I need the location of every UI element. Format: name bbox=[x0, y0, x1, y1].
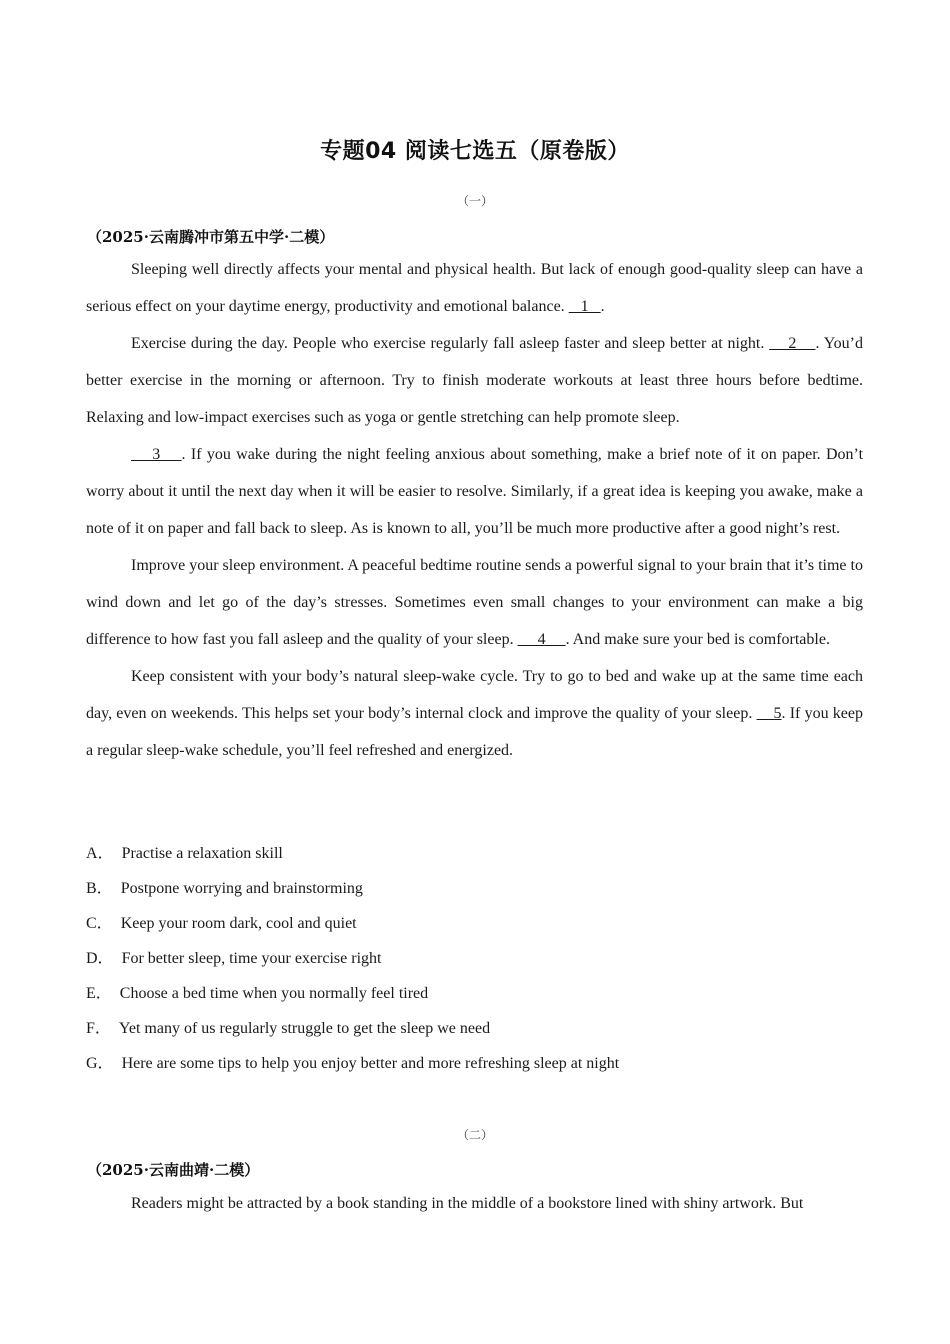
blank-5: 5 bbox=[756, 705, 782, 722]
option-a bbox=[86, 836, 619, 871]
paragraph-4 bbox=[86, 547, 863, 658]
option-f bbox=[86, 1011, 619, 1046]
option-e-letter: E． bbox=[86, 985, 112, 1002]
passage-1 bbox=[86, 251, 863, 769]
source-line-2: （2025·云南曲靖·二模） bbox=[87, 1161, 260, 1179]
paragraph-5-text-after: . If you keep a regular sleep-wake schedule, you’ll feel refreshed and energized. bbox=[86, 705, 864, 759]
option-d-text: For better sleep, time your exercise right bbox=[121, 950, 382, 967]
paragraph-1-text-before: Sleeping well directly affects your mental and physical health. But lack of enough good-quality sleep can have a serious effect on your daytime energy, productivity and emotional balance. bbox=[86, 261, 863, 315]
option-c-letter: C． bbox=[86, 915, 113, 932]
option-d-letter: D． bbox=[86, 950, 114, 967]
paragraph-3-text-after: . If you wake during the night feeling anxious about something, make a brief note of it on paper. Don’t worry about it until the next day when it will be easier to resolve. Similarly, if a great idea is keeping you awake, make a note of it on paper and fall back to sleep. As is known to all, you’ll be much more productive after a good night’s rest. bbox=[86, 446, 864, 537]
paragraph-2 bbox=[86, 325, 863, 436]
paragraph-4-text-before: Improve your sleep environment. A peaceful bedtime routine sends a powerful signal to your brain that it’s time to wind down and let go of the day’s stresses. Sometimes even small changes to your environment can make a big difference to how fast you fall asleep and the quality of your sleep. bbox=[86, 557, 863, 648]
option-c bbox=[86, 906, 619, 941]
option-b-text: Postpone worrying and brainstorming bbox=[120, 880, 363, 897]
options-list bbox=[86, 836, 619, 1081]
option-b bbox=[86, 871, 619, 906]
option-a-letter: A． bbox=[86, 845, 114, 862]
source-line-1: （2025·云南腾冲市第五中学·二模） bbox=[87, 228, 335, 246]
section-label-1: （一） bbox=[456, 194, 493, 208]
passage-2 bbox=[86, 1185, 863, 1222]
option-g-letter: G． bbox=[86, 1055, 114, 1072]
option-d bbox=[86, 941, 619, 976]
page-title: 专题04 阅读七选五（原卷版） bbox=[320, 139, 630, 164]
paragraph-1-text-after: . bbox=[600, 298, 605, 315]
paragraph-2-1: Readers might be attracted by a book standing in the middle of a bookstore lined with shiny artwork. But bbox=[131, 1195, 804, 1212]
paragraph-3 bbox=[86, 436, 863, 547]
paragraph-1 bbox=[86, 251, 863, 325]
option-f-letter: F． bbox=[86, 1020, 111, 1037]
blank-4: 4 bbox=[517, 631, 566, 648]
blank-2: 2 bbox=[769, 335, 816, 352]
paragraph-4-text-after: . And make sure your bed is comfortable. bbox=[565, 631, 830, 648]
option-e-text: Choose a bed time when you normally feel tired bbox=[119, 985, 429, 1002]
paragraph-2-text-before: Exercise during the day. People who exercise regularly fall asleep faster and sleep better at night. bbox=[131, 335, 770, 352]
option-e bbox=[86, 976, 619, 1011]
paragraph-2-text-after: . You’d better exercise in the morning or afternoon. Try to finish moderate workouts at least three hours before bedtime. Relaxing and low-impact exercises such as yoga or gentle stretching can help promote sleep. bbox=[86, 335, 863, 426]
paragraph-5-text-before: Keep consistent with your body’s natural sleep-wake cycle. Try to go to bed and wake up at the same time each day, even on weekends. This helps set your body’s internal clock and improve the quality of your sleep. bbox=[86, 668, 863, 722]
option-g-text: Here are some tips to help you enjoy better and more refreshing sleep at night bbox=[121, 1055, 620, 1072]
option-f-text: Yet many of us regularly struggle to get the sleep we need bbox=[118, 1020, 491, 1037]
paragraph-5 bbox=[86, 658, 863, 769]
section-label-2: （二） bbox=[456, 1128, 493, 1142]
blank-3: 3 bbox=[131, 446, 182, 463]
option-b-letter: B． bbox=[86, 880, 113, 897]
option-c-text: Keep your room dark, cool and quiet bbox=[120, 915, 357, 932]
option-g bbox=[86, 1046, 619, 1081]
blank-1: 1 bbox=[568, 298, 601, 315]
option-a-text: Practise a relaxation skill bbox=[121, 845, 283, 862]
